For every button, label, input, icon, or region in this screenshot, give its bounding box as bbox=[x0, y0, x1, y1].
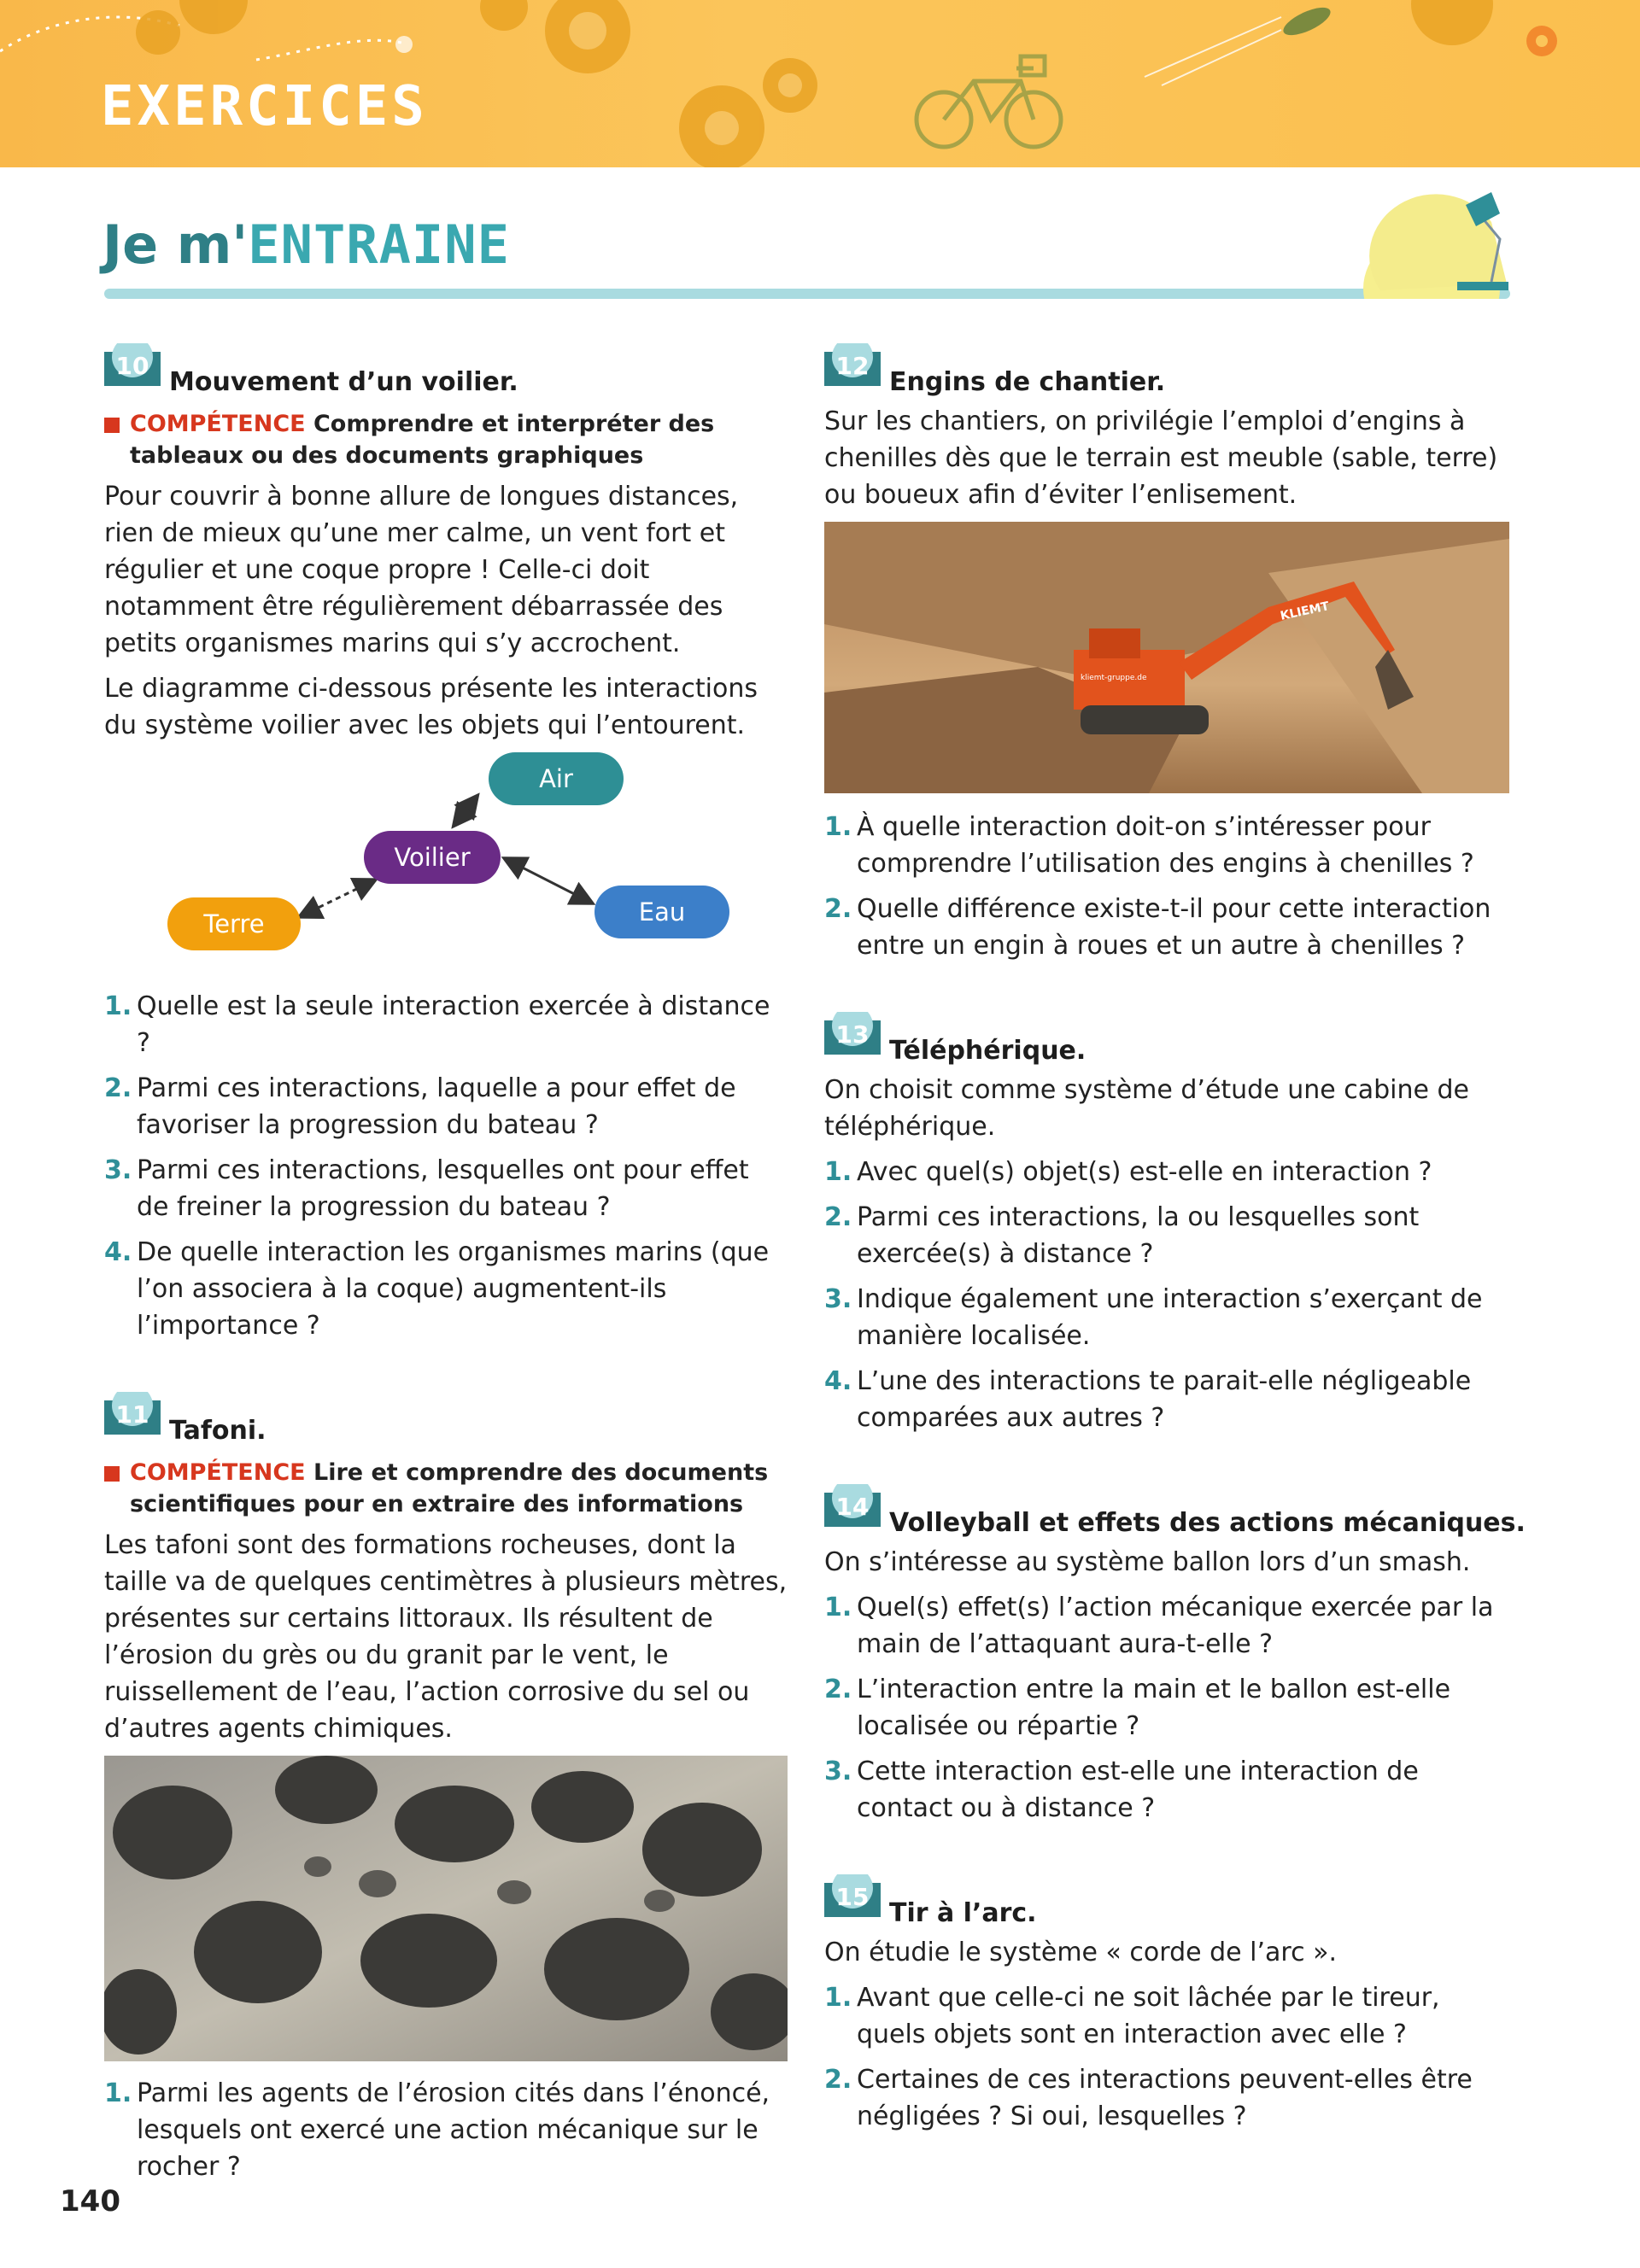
exercise-number-badge bbox=[824, 1012, 881, 1055]
interaction-diagram bbox=[104, 752, 788, 981]
exercise-number: 15 bbox=[835, 1883, 870, 1911]
bicycle-icon bbox=[917, 56, 1061, 147]
question-number: 2. bbox=[824, 894, 852, 924]
question-number: 4. bbox=[824, 1366, 852, 1396]
exercise-header bbox=[824, 1472, 1526, 1538]
question-number: 2. bbox=[824, 1675, 852, 1704]
question-number: 3. bbox=[104, 1155, 132, 1185]
exercise-13 bbox=[824, 1000, 1508, 1436]
competence-square-icon bbox=[104, 418, 120, 433]
section-title-highlight: ENTRAINE bbox=[248, 213, 510, 276]
exercise-number-badge bbox=[824, 343, 881, 386]
question-item bbox=[824, 1979, 1508, 2053]
exercise-paragraph: On s’intéresse au système ballon lors d’un smash. bbox=[824, 1547, 1471, 1577]
competence-line bbox=[104, 408, 788, 471]
question-number: 1. bbox=[824, 1983, 852, 2013]
exercise-title: Téléphérique. bbox=[889, 1036, 1086, 1066]
question-number: 1. bbox=[104, 991, 132, 1021]
question-item bbox=[824, 1753, 1508, 1827]
question-number: 4. bbox=[104, 1237, 132, 1267]
excavator-brand-label: KLIEMT bbox=[1279, 599, 1331, 623]
question-text: Avec quel(s) objet(s) est-elle en interaction ? bbox=[857, 1157, 1432, 1187]
exercise-10 bbox=[104, 331, 788, 1344]
question-text: Indique également une interaction s’exerçant de manière localisée. bbox=[857, 1284, 1483, 1351]
exercise-number: 13 bbox=[835, 1020, 870, 1049]
exercise-number: 11 bbox=[115, 1400, 149, 1429]
exercise-title: Engins de chantier. bbox=[889, 367, 1166, 397]
exercise-header bbox=[824, 1862, 1508, 1927]
question-list bbox=[824, 1154, 1508, 1436]
question-text: Cette interaction est-elle une interaction de contact ou à distance ? bbox=[857, 1757, 1419, 1823]
exercise-title: Volleyball et effets des actions mécaniques. bbox=[889, 1508, 1526, 1538]
diagram-node-voilier: Voilier bbox=[364, 831, 501, 884]
question-item bbox=[104, 2075, 788, 2185]
question-item bbox=[824, 891, 1508, 964]
question-text: Quelle différence existe-t-il pour cette interaction entre un engin à roues et un autre à chenilles ? bbox=[857, 894, 1491, 961]
question-item bbox=[104, 988, 788, 1061]
question-text: Parmi les agents de l’érosion cités dans l’énoncé, lesquels ont exercé une action mécanique sur le rocher ? bbox=[137, 2078, 770, 2182]
question-item bbox=[824, 1154, 1508, 1190]
question-item bbox=[104, 1234, 788, 1344]
diagram-node-air: Air bbox=[489, 752, 624, 805]
question-item bbox=[824, 2061, 1508, 2135]
competence-keyword: COMPÉTENCE bbox=[130, 411, 306, 437]
exercise-15 bbox=[824, 1862, 1508, 2135]
exercise-title: Tafoni. bbox=[169, 1416, 266, 1446]
exercise-paragraph: On étudie le système « corde de l’arc ». bbox=[824, 1938, 1338, 1967]
section-title-prefix: Je m' bbox=[102, 213, 249, 276]
exercise-paragraph: Sur les chantiers, on privilégie l’emploi d’engins à chenilles dès que le terrain est meuble (sable, terre) ou boueux afin d’éviter l’enlisement. bbox=[824, 406, 1498, 510]
page-number: 140 bbox=[60, 2184, 120, 2218]
exercise-number-badge bbox=[824, 1874, 881, 1917]
exercise-paragraph: Pour couvrir à bonne allure de longues distances, rien de mieux qu’une mer calme, un vent fort et régulier et une coque propre ! Celle-ci doit notamment être régulièrement débarrassée des petits organismes marins qui s’y accrochent. bbox=[104, 482, 739, 658]
banner-title: EXERCICES bbox=[101, 75, 428, 138]
exercise-12 bbox=[824, 331, 1508, 964]
exercise-paragraph: On choisit comme système d’étude une cabine de téléphérique. bbox=[824, 1075, 1469, 1142]
right-column bbox=[824, 331, 1526, 2171]
competence-text: Comprendre et interpréter des tableaux ou des documents graphiques bbox=[130, 411, 715, 469]
question-text: Avant que celle-ci ne soit lâchée par le tireur, quels objets sont en interaction avec elle ? bbox=[857, 1983, 1440, 2049]
question-number: 1. bbox=[824, 1157, 852, 1187]
exercise-14 bbox=[824, 1472, 1526, 1827]
question-item bbox=[824, 1671, 1508, 1745]
question-text: Quel(s) effet(s) l’action mécanique exercée par la main de l’attaquant aura-t-elle ? bbox=[857, 1593, 1494, 1659]
question-item bbox=[824, 1589, 1508, 1663]
question-text: L’interaction entre la main et le ballon est-elle localisée ou répartie ? bbox=[857, 1675, 1451, 1741]
question-list bbox=[824, 1589, 1508, 1827]
exercise-paragraph: Le diagramme ci-dessous présente les interactions du système voilier avec les objets qui l’entourent. bbox=[104, 674, 758, 740]
question-item bbox=[824, 1363, 1508, 1436]
tafoni-rock-photo bbox=[104, 1756, 788, 2061]
rocket-icon bbox=[1145, 2, 1334, 85]
exercise-title: Tir à l’arc. bbox=[889, 1898, 1037, 1928]
excavator-photo bbox=[824, 522, 1509, 793]
left-column bbox=[104, 331, 788, 2221]
question-text: À quelle interaction doit-on s’intéresser pour comprendre l’utilisation des engins à chenilles ? bbox=[857, 812, 1474, 879]
question-number: 3. bbox=[824, 1284, 852, 1314]
question-item bbox=[104, 1070, 788, 1143]
desk-lamp-icon bbox=[1363, 188, 1517, 299]
exercise-header bbox=[104, 331, 788, 396]
exercise-number: 14 bbox=[835, 1493, 870, 1521]
exercise-number-badge bbox=[104, 1392, 161, 1435]
question-text: Quelle est la seule interaction exercée à distance ? bbox=[137, 991, 770, 1058]
section-divider bbox=[104, 289, 1510, 299]
question-number: 1. bbox=[104, 2078, 132, 2108]
question-text: Parmi ces interactions, lesquelles ont pour effet de freiner la progression du bateau ? bbox=[137, 1155, 749, 1222]
question-text: De quelle interaction les organismes marins (que l’on associera à la coque) augmentent-ils l’importance ? bbox=[137, 1237, 770, 1341]
exercise-header bbox=[824, 1000, 1508, 1065]
question-number: 3. bbox=[824, 1757, 852, 1786]
exercise-11 bbox=[104, 1380, 788, 2185]
exercise-number: 10 bbox=[115, 352, 149, 380]
question-list bbox=[104, 988, 788, 1344]
header-banner bbox=[0, 0, 1640, 167]
exercise-paragraph: Les tafoni sont des formations rocheuses, dont la taille va de quelques centimètres à plusieurs mètres, présentes sur certains littoraux. Ils résultent de l’érosion du grès ou du granit par le vent, le ruissellement de l’eau, l’action corrosive du sel ou d’autres agents chimiques. bbox=[104, 1530, 788, 1744]
question-text: Parmi ces interactions, laquelle a pour effet de favoriser la progression du bateau ? bbox=[137, 1073, 736, 1140]
competence-line bbox=[104, 1457, 788, 1520]
question-list bbox=[104, 2075, 788, 2185]
question-text: L’une des interactions te parait-elle négligeable comparées aux autres ? bbox=[857, 1366, 1472, 1433]
question-list bbox=[824, 1979, 1508, 2135]
question-number: 1. bbox=[824, 1593, 852, 1622]
question-item bbox=[104, 1152, 788, 1225]
diagram-node-terre: Terre bbox=[167, 897, 301, 950]
question-number: 2. bbox=[824, 1202, 852, 1232]
exercise-number-badge bbox=[104, 343, 161, 386]
question-item bbox=[824, 1199, 1508, 1272]
section-title bbox=[102, 213, 510, 276]
question-text: Parmi ces interactions, la ou lesquelles sont exercée(s) à distance ? bbox=[857, 1202, 1420, 1269]
competence-text: Lire et comprendre des documents scientifiques pour en extraire des informations bbox=[130, 1459, 769, 1517]
exercise-number: 12 bbox=[835, 352, 870, 380]
question-list bbox=[824, 809, 1508, 964]
exercise-number-badge bbox=[824, 1484, 881, 1527]
question-item bbox=[824, 809, 1508, 882]
competence-keyword: COMPÉTENCE bbox=[130, 1459, 306, 1486]
exercise-header bbox=[824, 331, 1508, 396]
question-number: 2. bbox=[104, 1073, 132, 1103]
exercise-header bbox=[104, 1380, 788, 1445]
question-text: Certaines de ces interactions peuvent-elles être négligées ? Si oui, lesquelles ? bbox=[857, 2065, 1473, 2131]
question-number: 2. bbox=[824, 2065, 852, 2095]
question-number: 1. bbox=[824, 812, 852, 842]
competence-square-icon bbox=[104, 1466, 120, 1482]
diagram-node-eau: Eau bbox=[594, 886, 729, 938]
excavator-website-label: kliemt-gruppe.de bbox=[1081, 674, 1147, 682]
exercise-title: Mouvement d’un voilier. bbox=[169, 367, 518, 397]
question-item bbox=[824, 1281, 1508, 1354]
